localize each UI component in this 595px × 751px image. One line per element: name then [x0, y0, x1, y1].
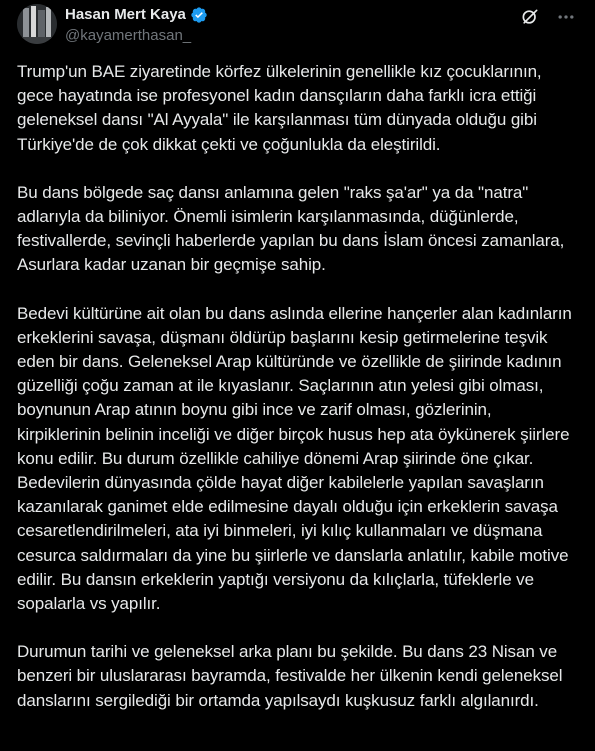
tweet-paragraph: Trump'un BAE ziyaretinde körfez ülkelerinin genellikle kız çocuklarının, gece hayatında ise profesyonel kadın dansçıların daha farklı icra ettiği geleneksel dansı "Al Ayyala" ile karşılanması tüm dünyada olduğu gibi Türkiye'de de çok dikkat çekti ve çoğunlukla da eleştirildi. — [17, 62, 542, 154]
author-handle[interactable]: @kayamerthasan_ — [65, 27, 192, 44]
author-info — [65, 5, 208, 46]
verified-badge-icon — [190, 6, 208, 24]
header-actions — [519, 6, 577, 28]
tweet-text — [17, 60, 579, 713]
tweet-paragraph: Bu dans bölgede saç dansı anlamına gelen "raks şa'ar" ya da "natra" adlarıyla da biliniyor. Önemli isimlerin karşılanmasında, düğünlerde, festivallerde, sevinçli haberlerde yapılan bu dans İslam öncesi zamanlara, Asurlara kadar uzanan bir geçmişe sahip. — [17, 182, 565, 275]
tweet-paragraph: Durumun tarihi ve geleneksel arka planı bu şekilde. Bu dans 23 Nisan ve benzeri bir uluslararası bayramda, festivalde her ülkenin kendi geleneksel danslarını sergilediği bir ortamda yapılsaydı kuşkusuz farklı algılanırdı. — [17, 642, 563, 710]
more-icon[interactable] — [555, 6, 577, 28]
tweet-header — [17, 0, 579, 54]
tweet-paragraph: Bedevi kültürüne ait olan bu dans aslında ellerine hançerler alan kadınların erkeklerini savaşa, düşmanı öldürüp başlarını kesip getirmelerine teşvik eden bir dans. Geleneksel Arap kültüründe ve özellikle de şiirinde kadının güzelliği çoğu zaman at ile kıyaslanır. Saçlarının atın yelesi gibi olması, boynunun Arap atının boynu gibi ince ve zarif olması, gözlerinin, kirpiklerinin belinin inceliği ve diğer birçok husus hep ata öykünerek şiirlere konu edilir. Bu durum özellikle cahiliye dönemi Arap şiirinde öne çıkar. Bedevilerin dünyasında çölde hayat diğer kabilelerle yapılan savaşların kazanılarak ganimet elde edilmesine dayalı olduğu için erkeklerin savaşa cesaretlendirilmeleri, ata iyi binmeleri, iyi kılıç kullanmaları ve düşmana cesurca saldırmaları da yine bu şiirlerle ve danslarla anlatılır, kabile motive edilir. Bu dansın erkeklerin yaptığı versiyonu da kılıçlarla, tüfeklerle ve sopalarla vs yapılır. — [17, 303, 572, 614]
display-name[interactable]: Hasan Mert Kaya — [65, 6, 186, 23]
avatar[interactable] — [17, 4, 57, 44]
grok-icon[interactable] — [519, 6, 541, 28]
